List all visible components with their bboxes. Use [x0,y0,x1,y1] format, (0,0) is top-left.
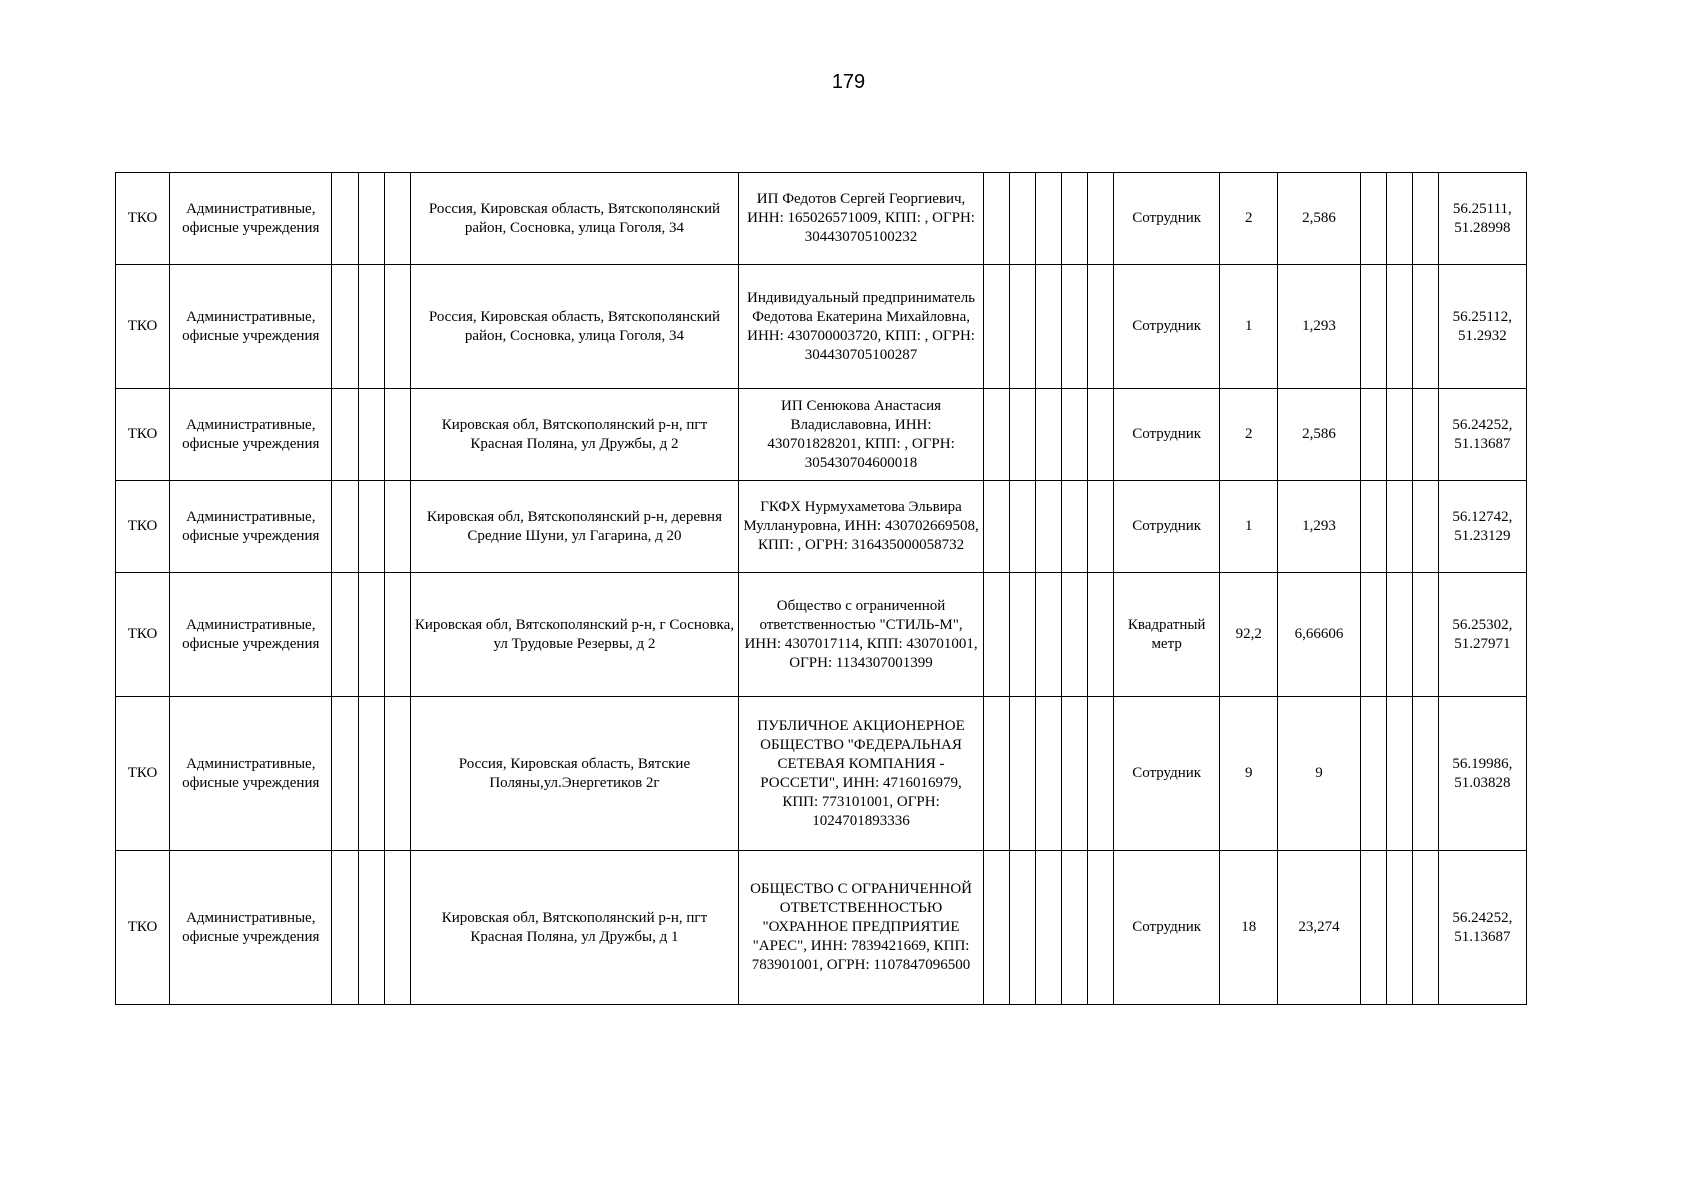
cell-empty [1386,481,1412,573]
cell-empty [1360,697,1386,851]
table-row [116,173,1527,265]
cell-empty [983,481,1009,573]
cell-empty [1412,573,1438,697]
cell-empty [1035,173,1061,265]
cell-owner: Общество с ограниченной ответственностью "СТИЛЬ-М", ИНН: 4307017114, КПП: 430701001, ОГРН: 1134307001399 [739,573,984,697]
cell-empty [1412,697,1438,851]
cell-empty [358,851,384,1005]
cell-empty [358,173,384,265]
cell-waste-type: ТКО [116,697,170,851]
cell-empty [1087,573,1113,697]
cell-empty [1061,573,1087,697]
cell-category: Административные, офисные учреждения [170,389,332,481]
cell-empty [1009,697,1035,851]
cell-owner: ИП Сенюкова Анастасия Владиславовна, ИНН: 430701828201, КПП: , ОГРН: 305430704600018 [739,389,984,481]
cell-owner: ИП Федотов Сергей Георгиевич, ИНН: 165026571009, КПП: , ОГРН: 304430705100232 [739,173,984,265]
cell-quantity: 2 [1220,173,1278,265]
cell-volume: 6,66606 [1278,573,1360,697]
cell-empty [1009,389,1035,481]
cell-address: Россия, Кировская область, Вятскополянский район, Сосновка, улица Гоголя, 34 [410,173,739,265]
cell-empty [384,265,410,389]
cell-empty [1061,697,1087,851]
cell-waste-type: ТКО [116,481,170,573]
table-row [116,265,1527,389]
cell-empty [1087,173,1113,265]
cell-owner: ПУБЛИЧНОЕ АКЦИОНЕРНОЕ ОБЩЕСТВО "ФЕДЕРАЛЬНАЯ СЕТЕВАЯ КОМПАНИЯ - РОССЕТИ", ИНН: 4716016979, КПП: 773101001, ОГРН: 1024701893336 [739,697,984,851]
cell-coordinates: 56.24252, 51.13687 [1438,389,1526,481]
cell-empty [1035,851,1061,1005]
cell-quantity: 92,2 [1220,573,1278,697]
table-row [116,851,1527,1005]
cell-empty [1412,173,1438,265]
waste-sites-table [115,172,1527,1005]
cell-empty [983,851,1009,1005]
cell-address: Россия, Кировская область, Вятские Поляны,ул.Энергетиков 2г [410,697,739,851]
cell-empty [1386,265,1412,389]
cell-empty [1035,697,1061,851]
cell-category: Административные, офисные учреждения [170,573,332,697]
cell-waste-type: ТКО [116,573,170,697]
cell-empty [1386,173,1412,265]
cell-empty [384,573,410,697]
cell-empty [1360,389,1386,481]
page-number: 179 [831,71,866,93]
cell-empty [1386,389,1412,481]
cell-empty [1061,389,1087,481]
cell-unit: Квадратный метр [1114,573,1220,697]
cell-empty [1087,697,1113,851]
cell-volume: 1,293 [1278,265,1360,389]
cell-empty [1386,573,1412,697]
cell-unit: Сотрудник [1114,851,1220,1005]
cell-empty [1386,851,1412,1005]
cell-unit: Сотрудник [1114,481,1220,573]
cell-empty [1360,173,1386,265]
cell-empty [1412,481,1438,573]
cell-empty [1087,389,1113,481]
cell-coordinates: 56.25302, 51.27971 [1438,573,1526,697]
cell-empty [384,481,410,573]
cell-empty [332,481,358,573]
cell-owner: ГКФХ Нурмухаметова Эльвира Муллануровна, ИНН: 430702669508, КПП: , ОГРН: 316435000058732 [739,481,984,573]
cell-volume: 23,274 [1278,851,1360,1005]
cell-empty [332,173,358,265]
cell-empty [1360,265,1386,389]
cell-address: Кировская обл, Вятскополянский р-н, пгт Красная Поляна, ул Дружбы, д 2 [410,389,739,481]
cell-empty [1412,389,1438,481]
cell-quantity: 9 [1220,697,1278,851]
table-row [116,573,1527,697]
cell-empty [332,265,358,389]
table-row [116,389,1527,481]
cell-empty [983,173,1009,265]
cell-empty [358,697,384,851]
cell-empty [358,389,384,481]
cell-empty [1035,265,1061,389]
cell-empty [358,573,384,697]
table-body [116,173,1527,1005]
cell-quantity: 2 [1220,389,1278,481]
cell-empty [1009,851,1035,1005]
cell-address: Кировская обл, Вятскополянский р-н, г Сосновка, ул Трудовые Резервы, д 2 [410,573,739,697]
cell-category: Административные, офисные учреждения [170,851,332,1005]
cell-empty [332,389,358,481]
cell-category: Административные, офисные учреждения [170,173,332,265]
cell-empty [1035,481,1061,573]
cell-volume: 2,586 [1278,389,1360,481]
cell-waste-type: ТКО [116,173,170,265]
table-row [116,697,1527,851]
cell-coordinates: 56.19986, 51.03828 [1438,697,1526,851]
cell-owner: ОБЩЕСТВО С ОГРАНИЧЕННОЙ ОТВЕТСТВЕННОСТЬЮ "ОХРАННОЕ ПРЕДПРИЯТИЕ "АРЕС", ИНН: 7839421669, КПП: 783901001, ОГРН: 1107847096500 [739,851,984,1005]
cell-empty [983,265,1009,389]
cell-empty [332,851,358,1005]
cell-empty [358,481,384,573]
cell-empty [1061,173,1087,265]
cell-empty [1360,851,1386,1005]
cell-quantity: 1 [1220,265,1278,389]
cell-quantity: 1 [1220,481,1278,573]
cell-address: Кировская обл, Вятскополянский р-н, пгт Красная Поляна, ул Дружбы, д 1 [410,851,739,1005]
cell-empty [1009,173,1035,265]
cell-volume: 9 [1278,697,1360,851]
cell-empty [1061,265,1087,389]
cell-category: Административные, офисные учреждения [170,697,332,851]
cell-unit: Сотрудник [1114,389,1220,481]
cell-volume: 1,293 [1278,481,1360,573]
cell-empty [384,851,410,1005]
cell-empty [384,697,410,851]
cell-unit: Сотрудник [1114,697,1220,851]
cell-coordinates: 56.24252, 51.13687 [1438,851,1526,1005]
cell-coordinates: 56.12742, 51.23129 [1438,481,1526,573]
cell-empty [1061,851,1087,1005]
cell-empty [1087,851,1113,1005]
cell-coordinates: 56.25112, 51.2932 [1438,265,1526,389]
cell-category: Административные, офисные учреждения [170,265,332,389]
cell-quantity: 18 [1220,851,1278,1005]
cell-empty [1087,481,1113,573]
cell-empty [1035,573,1061,697]
cell-coordinates: 56.25111, 51.28998 [1438,173,1526,265]
cell-waste-type: ТКО [116,389,170,481]
cell-empty [384,173,410,265]
cell-owner: Индивидуальный предприниматель Федотова Екатерина Михайловна, ИНН: 430700003720, КПП: , ОГРН: 304430705100287 [739,265,984,389]
cell-waste-type: ТКО [116,851,170,1005]
table-row [116,481,1527,573]
cell-empty [1412,265,1438,389]
cell-empty [1009,265,1035,389]
cell-empty [1061,481,1087,573]
cell-empty [1035,389,1061,481]
cell-empty [1009,481,1035,573]
cell-unit: Сотрудник [1114,265,1220,389]
cell-empty [1360,481,1386,573]
cell-volume: 2,586 [1278,173,1360,265]
cell-address: Россия, Кировская область, Вятскополянский район, Сосновка, улица Гоголя, 34 [410,265,739,389]
cell-unit: Сотрудник [1114,173,1220,265]
cell-empty [358,265,384,389]
cell-empty [983,573,1009,697]
cell-waste-type: ТКО [116,265,170,389]
cell-empty [1360,573,1386,697]
cell-empty [1009,573,1035,697]
cell-empty [983,389,1009,481]
cell-empty [1087,265,1113,389]
cell-empty [983,697,1009,851]
cell-empty [1386,697,1412,851]
cell-empty [384,389,410,481]
cell-empty [332,697,358,851]
cell-category: Административные, офисные учреждения [170,481,332,573]
cell-empty [1412,851,1438,1005]
cell-empty [332,573,358,697]
cell-address: Кировская обл, Вятскополянский р-н, деревня Средние Шуни, ул Гагарина, д 20 [410,481,739,573]
